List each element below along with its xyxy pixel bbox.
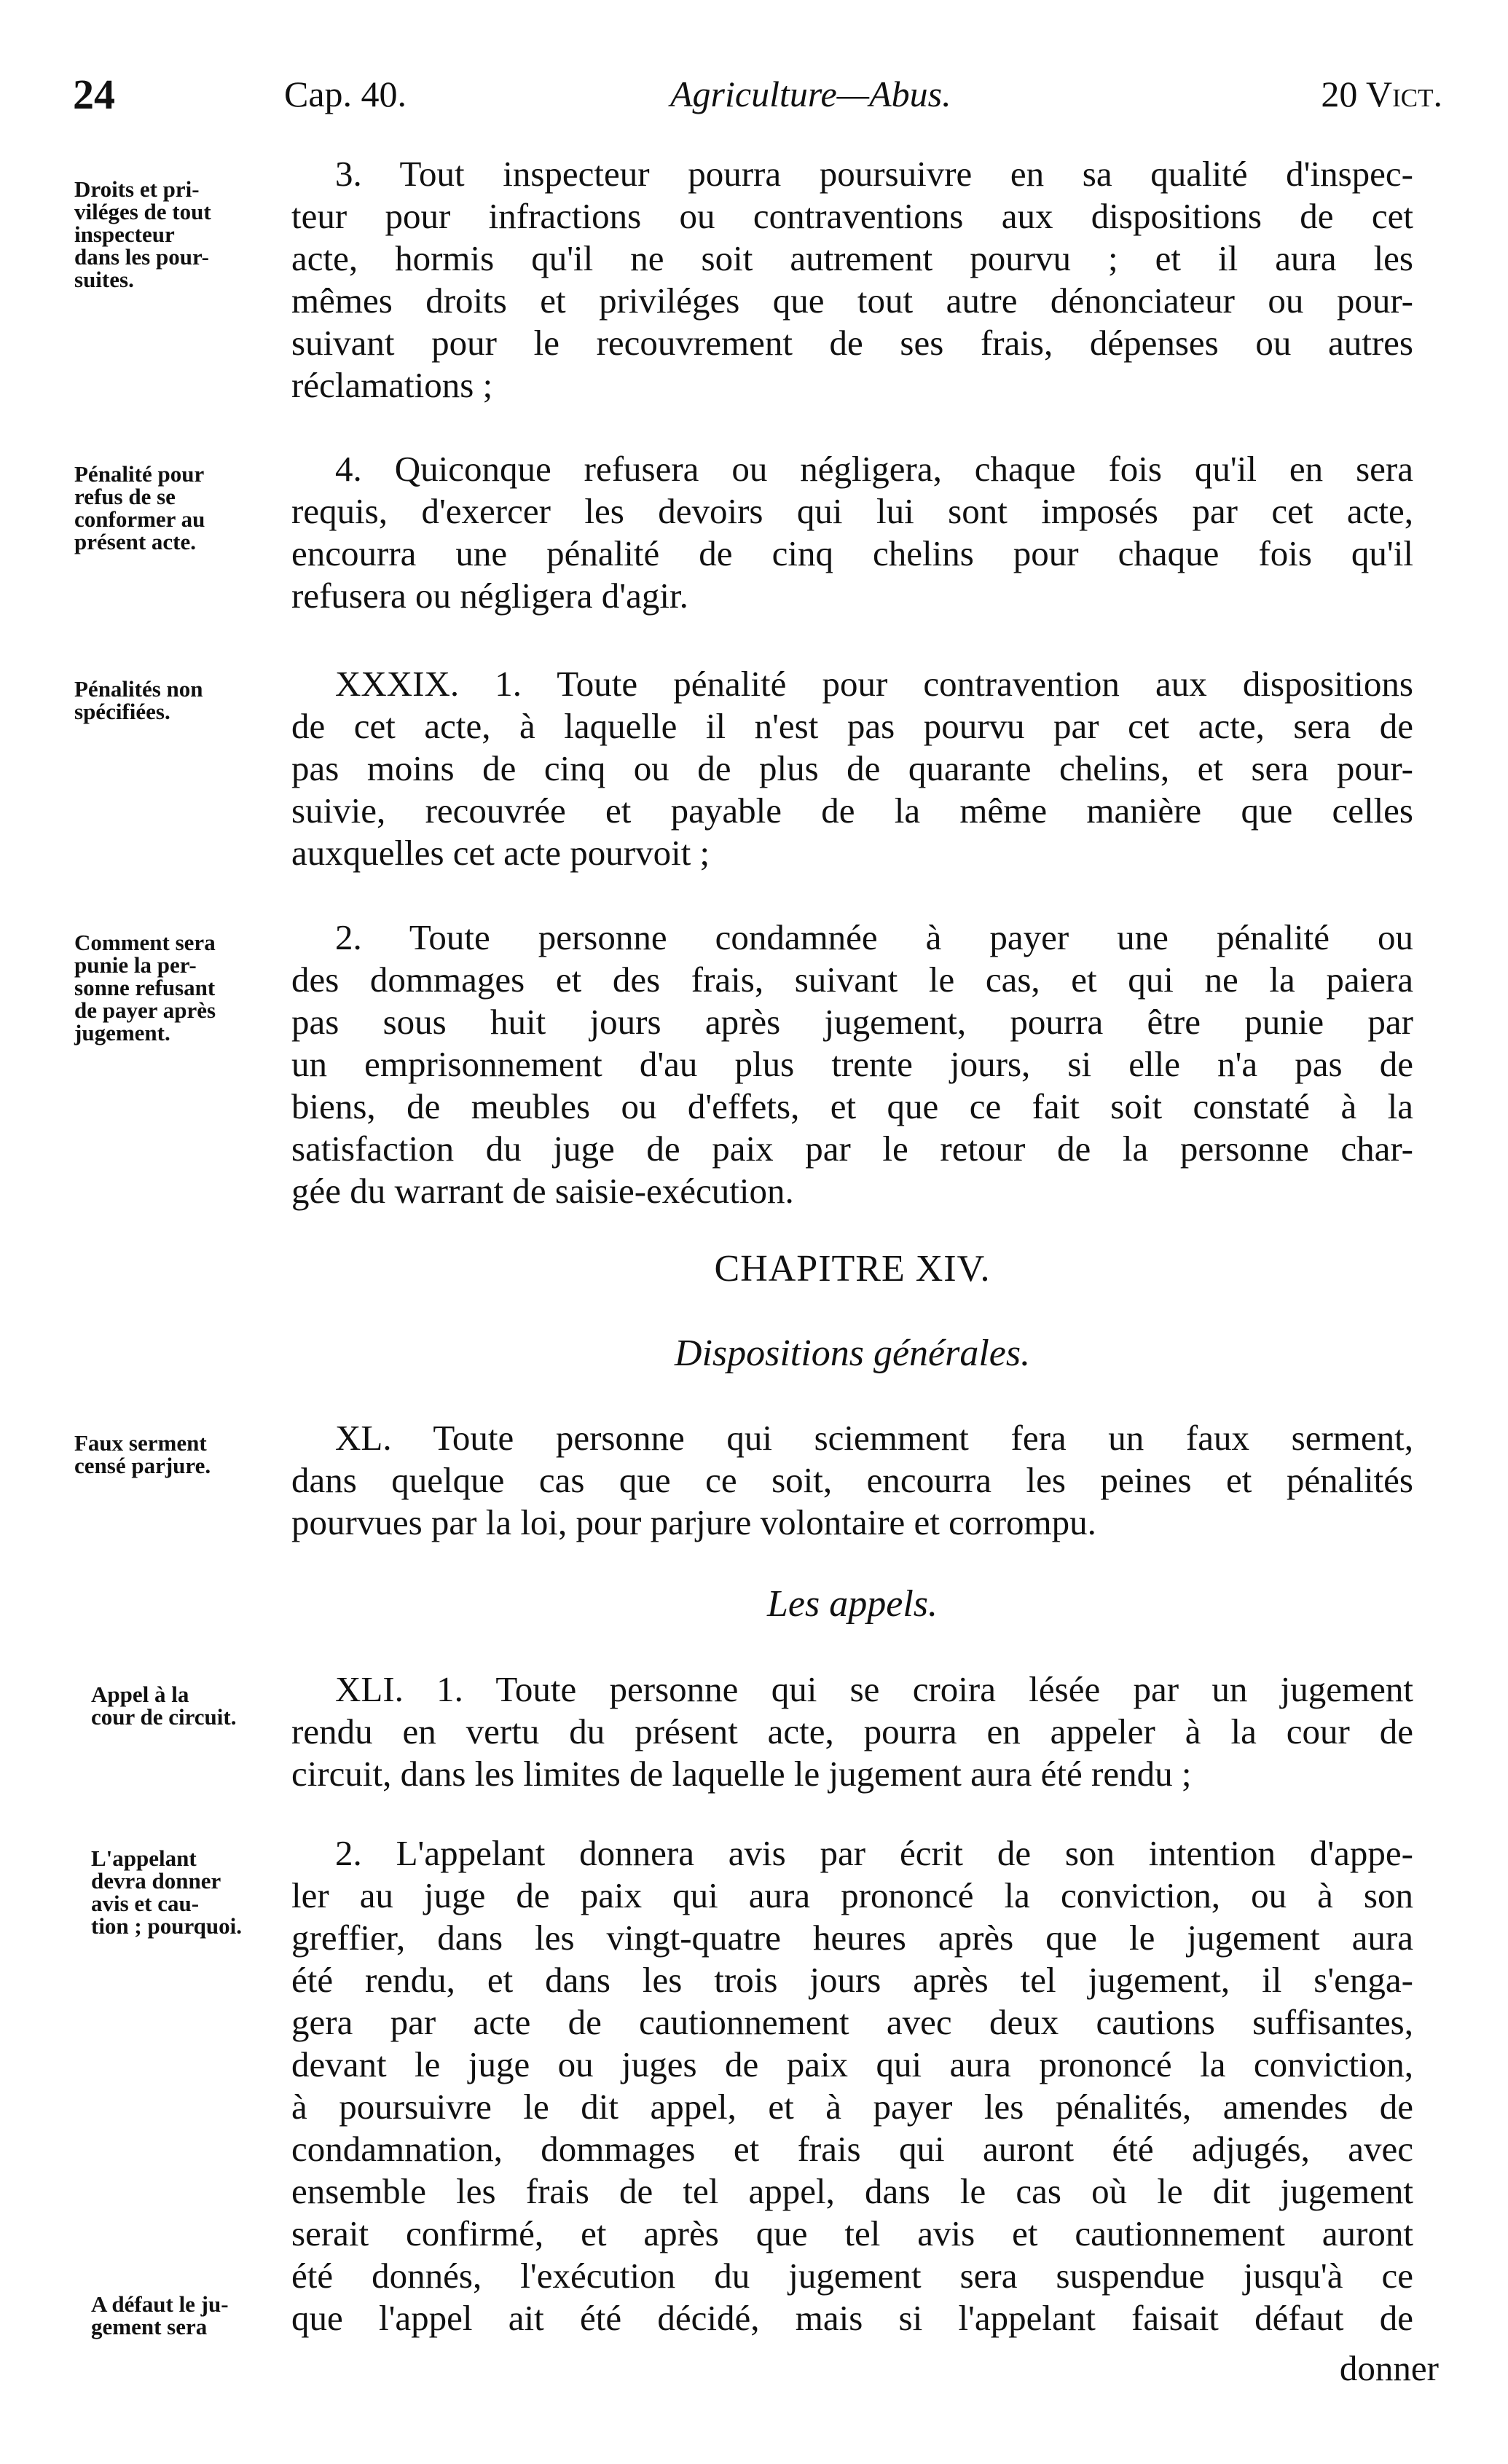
catchword: donner (1339, 2348, 1439, 2388)
regnal-year: 20 Vict. (1321, 74, 1442, 114)
subheading-general-provisions: Dispositions générales. (674, 1333, 1031, 1374)
running-header (73, 73, 1442, 124)
margin-note: Pénalités non spécifiées. (74, 676, 203, 724)
margin-note: Faux serment censé parjure. (74, 1430, 211, 1478)
paragraph-text: 3. Tout inspecteur pourra poursuivre en sa qualité d'inspec- teur pour infractions ou contraventions aux dispositions de cet acte, hormis qu'il ne soit autrement pourvu ; et il aura les mêmes droits et priviléges que tout autre dénonciateur ou pour- suivant pour le recouvrement de ses frais, dépenses ou autres réclamations ; (291, 154, 1413, 405)
paragraph-text: 4. Quiconque refusera ou négligera, chaque fois qu'il en sera requis, d'exercer les devoirs qui lui sont imposés par cet acte, encourra une pénalité de cinq chelins pour chaque fois qu'il refusera ou négligera d'agir. (291, 449, 1413, 616)
chapter-reference: Cap. 40. (284, 74, 407, 114)
margin-note: Droits et pri- viléges de tout inspecteur dans les pour- suites. (74, 176, 211, 292)
chapter-heading: CHAPITRE XIV. (714, 1248, 991, 1290)
running-title: Agriculture—Abus. (670, 74, 951, 114)
paragraph-text: XL. Toute personne qui sciemment fera un faux serment, dans quelque cas que ce soit, encourra les peines et pénalités pourvues par la loi, pour parjure volontaire et corrompu. (291, 1418, 1413, 1542)
subheading-appeals: Les appels. (767, 1583, 938, 1625)
paragraph-text: 2. L'appelant donnera avis par écrit de son intention d'appe- ler au juge de paix qui aura prononcé la conviction, ou à son greffier, dans les vingt-quatre heures après que le jugement aura été rendu, et dans les trois jours après tel jugement, il s'enga- gera par acte de cautionnement avec deux cautions suffisantes, devant le juge ou juges de paix qui aura prononcé la conviction, à poursuivre le dit appel, et à payer les pénalités, amendes de condamnation, dommages et frais qui auront été adjugés, avec ensemble les frais de tel appel, dans le cas où le dit jugement serait confirmé, et après que tel avis et cautionnement auront été donnés, l'exécution du jugement sera suspendue jusqu'à ce que l'appel ait été décidé, mais si l'appelant faisait défaut de (291, 1833, 1413, 2338)
page-number: 24 (73, 71, 115, 118)
margin-note: Comment sera punie la per- sonne refusant de payer après jugement. (74, 930, 216, 1045)
paragraph-text: 2. Toute personne condamnée à payer une pénalité ou des dommages et des frais, suivant le cas, et qui ne la paiera pas sous huit jours après jugement, pourra être punie par un emprisonnement d'au plus trente jours, si elle n'a pas de biens, de meubles ou d'effets, et que ce fait soit constaté à la satisfaction du juge de paix par le retour de la personne char- gée du warrant de saisie-exécution. (291, 917, 1413, 1211)
paragraph-text: XXXIX. 1. Toute pénalité pour contravention aux dispositions de cet acte, à laquelle il n'est pas pourvu par cet acte, sera de pas moins de cinq ou de plus de quarante chelins, et sera pour- suivie, recouvrée et payable de la même manière que celles auxquelles cet acte pourvoit ; (291, 664, 1413, 873)
paragraph-text: XLI. 1. Toute personne qui se croira lésée par un jugement rendu en vertu du présent acte, pourra en appeler à la cour de circuit, dans les limites de laquelle le jugement aura été rendu ; (291, 1669, 1413, 1794)
margin-note-default: A défaut le ju- gement sera (91, 2291, 229, 2339)
margin-note: L'appelant devra donner avis et cau- tion ; pourquoi. (91, 1845, 243, 1939)
margin-note: Appel à la cour de circuit. (91, 1682, 237, 1730)
margin-note: Pénalité pour refus de se conformer au présent acte. (74, 461, 205, 554)
